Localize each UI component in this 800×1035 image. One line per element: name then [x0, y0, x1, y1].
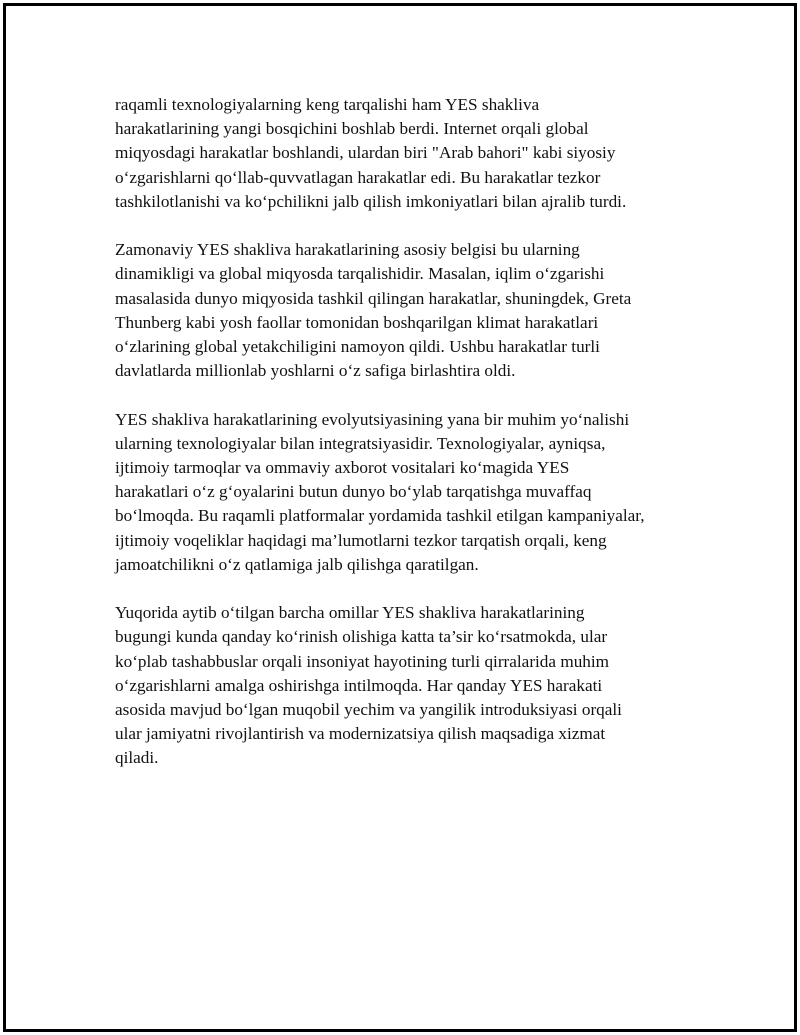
paragraph-3: YES shakliva harakatlarining evolyutsiyasining yana bir muhim yo‘nalishi ularning texnologiyalar bilan integratsiyasidir. Texnologiyalar, ayniqsa, ijtimoiy tarmoqlar va ommaviy axborot vositalari ko‘magida YES harakatlari o‘z g‘oyalarini butun dunyo bo‘ylab tarqatishga muvaffaq bo‘lmoqda. Bu raqamli platformalar yordamida tashkil etilgan kampaniyalar, ijtimoiy voqeliklar haqidagi ma’lumotlarni tezkor tarqatish orqali, keng jamoatchilikni o‘z qatlamiga jalb qilishga qaratilgan.: [115, 409, 645, 574]
paragraph-4: Yuqorida aytib o‘tilgan barcha omillar YES shakliva harakatlarining bugungi kunda qanday ko‘rinish olishiga katta ta’sir ko‘rsatmokda, ular ko‘plab tashabbuslar orqali insoniyat hayotining turli qirralarida muhim o‘zgarishlarni amalga oshirishga intilmoqda. Har qanday YES harakati asosida mavjud bo‘lgan muqobil yechim va yangilik introduksiyasi orqali ular jamiyatni rivojlantirish va modernizatsiya qilish maqsadiga xizmat qiladi.: [115, 603, 622, 768]
document-body: [115, 93, 695, 795]
paragraph-2: Zamonaviy YES shakliva harakatlarining asosiy belgisi bu ularning dinamikligi va global miqyosda tarqalishidir. Masalan, iqlim o‘zgarishi masalasida dunyo miqyosida tashkil qilingan harakatlar, shuningdek, Greta Thunberg kabi yosh faollar tomonidan boshqarilgan klimat harakatlari o‘zlarining global yetakchiligini namoyon qildi. Ushbu harakatlar turli davlatlarda millionlab yoshlarni o‘z safiga birlashtira oldi.: [115, 240, 632, 381]
paragraph-1: raqamli texnologiyalarning keng tarqalishi ham YES shakliva harakatlarining yangi bosqichini boshlab berdi. Internet orqali global miqyosdagi harakatlar boshlandi, ulardan biri "Arab bahori" kabi siyosiy o‘zgarishlarni qo‘llab-quvvatlagan harakatlar edi. Bu harakatlar tezkor tashkilotlanishi va ko‘pchilikni jalb qilish imkoniyatlari bilan ajralib turdi.: [115, 95, 627, 211]
